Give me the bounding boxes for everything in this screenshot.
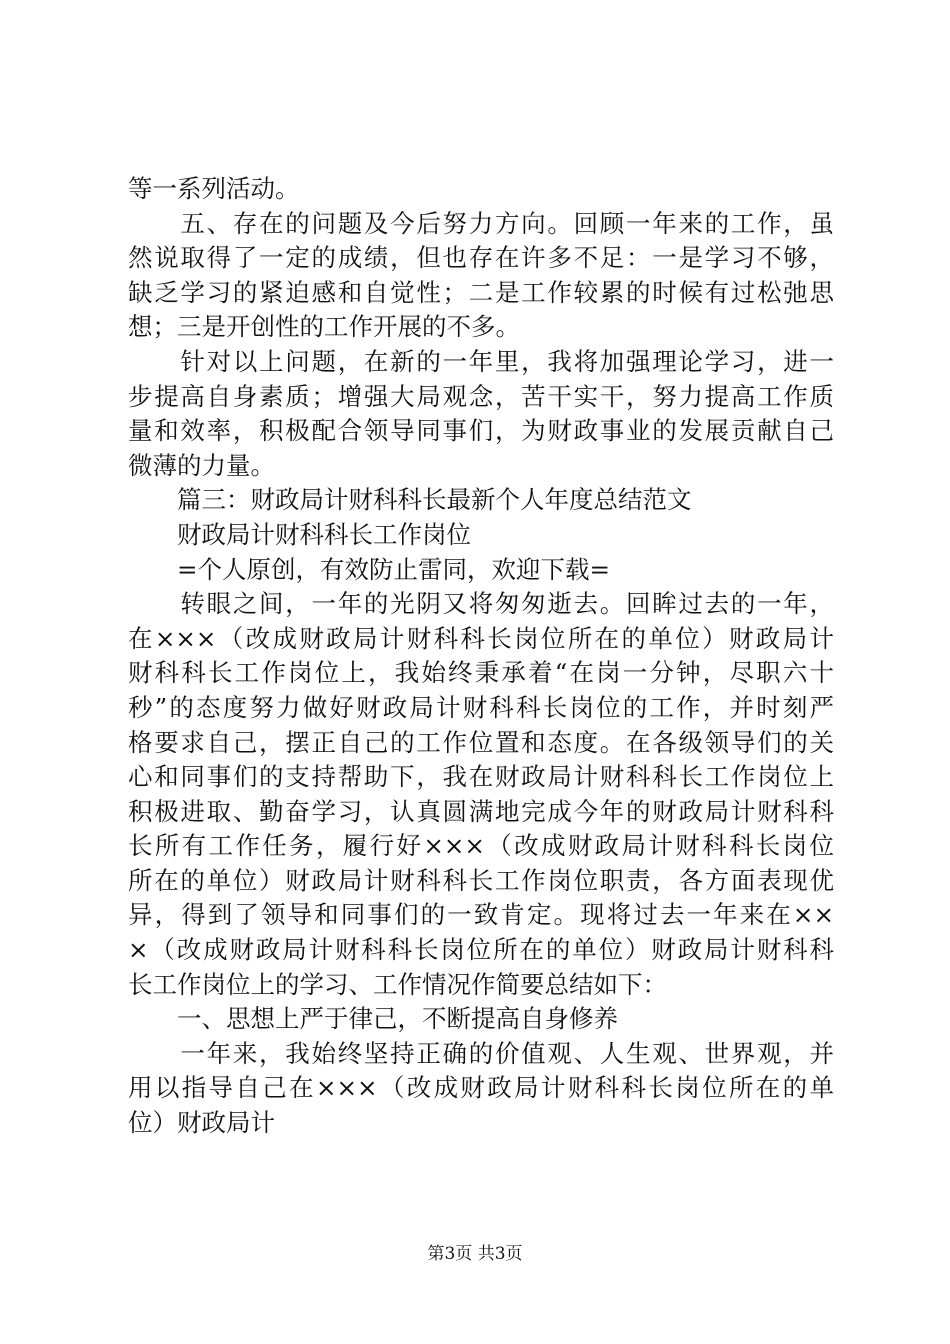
text-line: 积极进取、勤奋学习，认真圆满地完成今年的财政局计财科科 (128, 796, 834, 826)
text-line: 等一系列活动。 (128, 174, 300, 203)
text-line: 步提高自身素质；增强大局观念，苦干实干，努力提高工作质 (128, 381, 834, 411)
page-footer (0, 1243, 950, 1265)
text-line: 心和同事们的支持帮助下，我在财政局计财科科长工作岗位上 (128, 762, 834, 792)
text-line: 量和效率，积极配合领导同事们，为财政事业的发展贡献自己 (128, 416, 834, 446)
text-line: 缺乏学习的紧迫感和自觉性；二是工作较累的时候有过松弛思 (128, 277, 834, 307)
section-heading: 一、思想上严于律己，不断提高自身修养 (128, 1004, 618, 1034)
text-line: 想；三是开创性的工作开展的不多。 (128, 312, 520, 342)
text-line: 秒”的态度努力做好财政局计财科科长岗位的工作，并时刻严 (128, 692, 834, 722)
text-line: 异，得到了领导和同事们的一致肯定。现将过去一年来在×× (128, 900, 834, 930)
text-line: 格要求自己，摆正自己的工作位置和态度。在各级领导们的关 (128, 727, 834, 757)
text-line: ×（改成财政局计财科科长岗位所在的单位）财政局计财科科 (128, 935, 834, 965)
text-line: 转眼之间，一年的光阴又将匆匆逝去。回眸过去的一年， (128, 589, 834, 619)
text-line: 一年来，我始终坚持正确的价值观、人生观、世界观，并 (128, 1038, 834, 1068)
text-line: 长所有工作任务，履行好×××（改成财政局计财科科长岗位 (128, 831, 834, 861)
text-line: 然说取得了一定的成绩，但也存在许多不足：一是学习不够， (128, 243, 834, 273)
text-line: 用以指导自己在×××（改成财政局计财科科长岗位所在的单 (128, 1073, 834, 1103)
text-line: 微薄的力量。 (128, 450, 275, 480)
text-line: 五、存在的问题及今后努力方向。回顾一年来的工作，虽 (128, 208, 834, 238)
text-line: 长工作岗位上的学习、工作情况作简要总结如下： (128, 969, 667, 999)
text-line: 在×××（改成财政局计财科科长岗位所在的单位）财政局计 (128, 623, 834, 653)
text-line: 财科科长工作岗位上，我始终秉承着“在岗一分钟，尽职六十 (128, 658, 834, 688)
text-line: 针对以上问题，在新的一年里，我将加强理论学习，进一 (128, 346, 834, 376)
document-body (128, 172, 834, 1141)
text-line: 所在的单位）财政局计财科科长工作岗位职责，各方面表现优 (128, 865, 834, 895)
section-heading: 篇三：财政局计财科科长最新个人年度总结范文 (128, 485, 692, 515)
text-line: =个人原创，有效防止雷同，欢迎下载= (128, 554, 611, 584)
text-line: 财政局计财科科长工作岗位 (128, 519, 471, 549)
page-number: 第3页 共3页 (427, 1244, 523, 1264)
text-line: 位）财政局计 (128, 1108, 275, 1138)
